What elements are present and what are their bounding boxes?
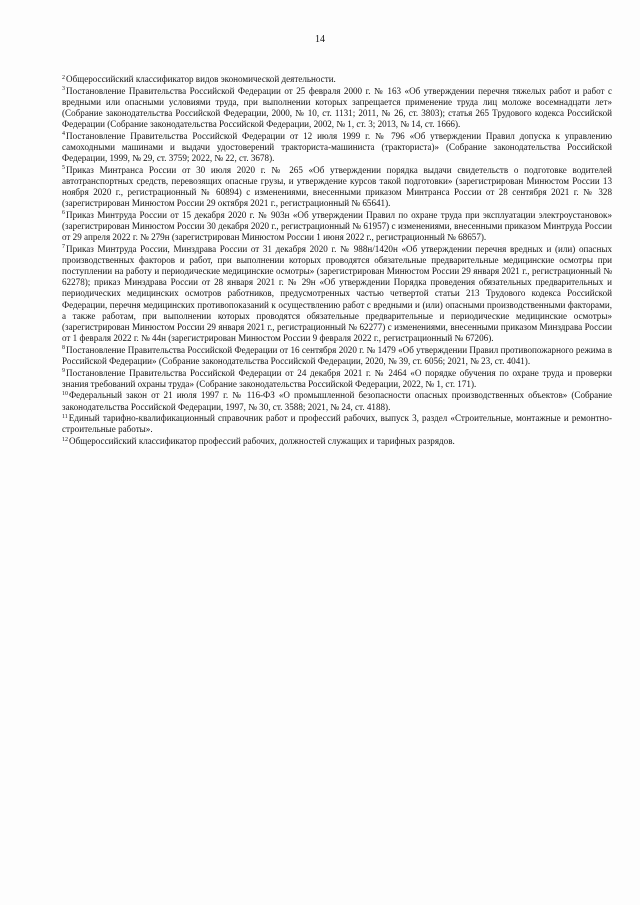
footnote-text: Постановление Правительства Российской Федерации от 16 сентября 2020 г. № 1479 «Об утверждении Правил противопожарного режима в Российской Федерации» (Собрание законодательства Российской Федерации, 2020, № 39, ст. 6056; 2021, № 23, ст. 4041). — [62, 344, 612, 366]
footnote-11 — [62, 413, 612, 435]
footnote-5 — [62, 165, 612, 210]
footnote-mark: 8 — [62, 345, 65, 352]
footnote-text: Приказ Минтранса России от 30 июля 2020 г. № 265 «Об утверждении порядка выдачи свидетельств о подготовке водителей автотранспортных средств, перевозящих опасные грузы, и утверждение курсов такой подготовки» (зарегистрирован Минюстом России 13 ноября 2020 г., регистрационный № 60894) с изменениями, внесенными приказом Минтранса России от 28 сентября 2021 г. № 328 (зарегистрирован Минюстом России 29 октября 2021 г., регистрационный № 65641). — [62, 164, 612, 209]
footnote-text: Приказ Минтруда России от 15 декабря 2020 г. № 903н «Об утверждении Правил по охране труда при эксплуатации электроустановок» (зарегистрирован Минюстом России 30 декабря 2020 г., регистрационный № 61957) с изменениями, внесенными приказом Минтруда России от 29 апреля 2022 г. № 279н (зарегистрирован Минюстом России 1 июня 2022 г., регистрационный № 68657). — [62, 209, 612, 243]
footnote-mark: 7 — [62, 244, 65, 251]
footnote-mark: 2 — [62, 74, 65, 81]
footnotes-section — [62, 74, 612, 448]
footnote-mark: 12 — [62, 436, 68, 443]
footnote-10 — [62, 390, 612, 412]
footnote-text: Единый тарифно-квалификационный справочник работ и профессий рабочих, выпуск 3, раздел «Строительные, монтажные и ремонтно-строительные работы». — [62, 413, 612, 435]
footnote-8 — [62, 345, 612, 367]
footnote-mark: 11 — [62, 413, 68, 420]
footnote-2 — [62, 74, 612, 85]
footnote-mark: 4 — [62, 131, 65, 138]
footnote-text: Постановление Правительства Российской Федерации от 25 февраля 2000 г. № 163 «Об утверждении перечня тяжелых работ и работ с вредными или опасными условиями труда, при выполнении которых запрещается применение труда лиц моложе восемнадцати лет» (Собрание законодательства Российской Федерации, 2000, № 10, ст. 1131; 2011, № 26, ст. 3803); статья 265 Трудового кодекса Российской Федерации (Собрание законодательства Российской Федерации, 2002, № 1, ст. 3; 2013, № 14, ст. 1666). — [62, 85, 612, 130]
footnote-3 — [62, 86, 612, 131]
footnote-text: Федеральный закон от 21 июля 1997 г. № 116-ФЗ «О промышленной безопасности опасных производственных объектов» (Собрание законодательства Российской Федерации, 1997, № 30, ст. 3588; 2021, № 24, ст. 4188). — [62, 390, 612, 412]
footnote-text: Постановление Правительства Российской Федерации от 24 декабря 2021 г. № 2464 «О порядке обучения по охране труда и проверки знания требований охраны труда» (Собрание законодательства Российской Федерации, 2022, № 1, ст. 171). — [62, 367, 612, 389]
footnote-6 — [62, 210, 612, 243]
footnote-7 — [62, 244, 612, 344]
footnote-mark: 9 — [62, 368, 65, 375]
footnote-text: Общероссийский классификатор профессий рабочих, должностей служащих и тарифных разрядов. — [69, 436, 455, 446]
footnote-mark: 10 — [62, 390, 68, 397]
footnote-mark: 3 — [62, 86, 65, 93]
footnote-12 — [62, 436, 612, 447]
footnote-9 — [62, 368, 612, 390]
footnote-4 — [62, 131, 612, 164]
page-number: 14 — [315, 34, 325, 45]
footnote-text: Общероссийский классификатор видов экономической деятельности. — [66, 74, 336, 84]
footnote-text: Постановление Правительства Российской Федерации от 12 июля 1999 г. № 796 «Об утверждении Правил допуска к управлению самоходными машинами и выдачи удостоверений тракториста-машиниста (тракториста)» (Собрание законодательства Российской Федерации, 1999, № 29, ст. 3759; 2022, № 22, ст. 3678). — [62, 130, 612, 164]
footnote-mark: 5 — [62, 165, 65, 172]
footnote-text: Приказ Минтруда России, Минздрава России от 31 декабря 2020 г. № 988н/1420н «Об утверждении перечня вредных и (или) опасных производственных факторов и работ, при выполнении которых проводятся обязательные предварительные медицинские осмотры при поступлении на работу и периодические медицинские осмотры» (зарегистрирован Минюстом России 29 января 2021 г., регистрационный № 62278); приказ Минздрава России от 28 января 2021 г. № 29н «Об утверждении Порядка проведения обязательных предварительных и периодических медицинских осмотров работников, предусмотренных частью четвертой статьи 213 Трудового кодекса Российской Федерации, перечня медицинских противопоказаний к осуществлению работ с вредными и (или) опасными производственными факторами, а также работам, при выполнении которых проводятся обязательные предварительные и периодические медицинские осмотры» (зарегистрирован Минюстом России 29 января 2021 г., регистрационный № 62277) с изменениями, внесенными приказом Минздрава России от 1 февраля 2022 г. № 44н (зарегистрирован Минюстом России 9 февраля 2022 г., регистрационный № 67206). — [62, 243, 612, 344]
footnote-mark: 6 — [62, 210, 65, 217]
